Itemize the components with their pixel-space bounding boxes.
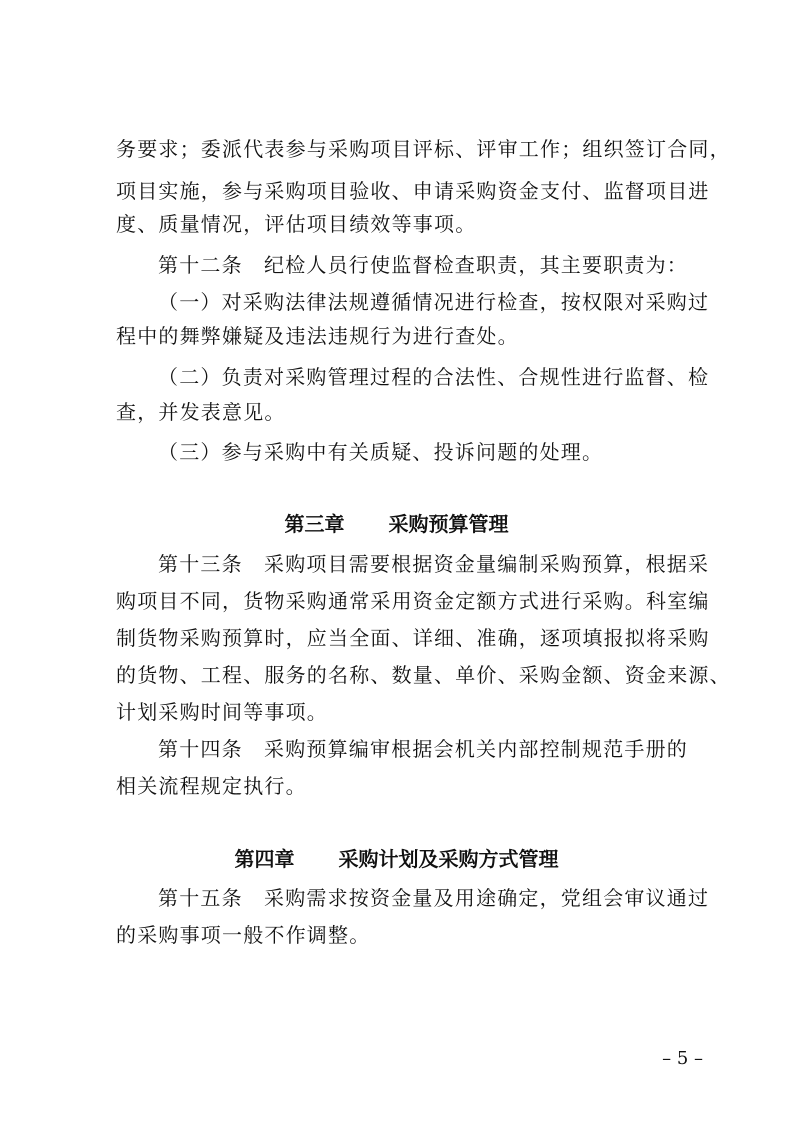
article-13-line: 的货物、工程、服务的名称、数量、单价、采购金额、资金来源、: [116, 663, 731, 687]
article-13-line: 购项目不同，货物采购通常采用资金定额方式进行采购。科室编: [116, 589, 710, 613]
article-13-line: 制货物采购预算时，应当全面、详细、准确，逐项填报拟将采购: [116, 626, 710, 650]
clause-1-line: 程中的舞弊嫌疑及违法违规行为进行查处。: [116, 324, 519, 348]
article-13-line: 第十三条 采购项目需要根据资金量编制采购预算，根据采: [158, 552, 710, 576]
chapter-3-title: 采购预算管理: [388, 512, 509, 536]
article-13-line: 计划采购时间等事项。: [116, 700, 328, 724]
article-15-line: 的采购事项一般不作调整。: [116, 923, 371, 947]
chapter-3-number: 第三章: [284, 512, 345, 536]
article-15-line: 第十五条 采购需求按资金量及用途确定，党组会审议通过: [158, 886, 710, 910]
article-14-line: 相关流程规定执行。: [116, 774, 307, 798]
clause-1-line: （一）对采购法律法规遵循情况进行检查，按权限对采购过: [158, 290, 710, 314]
clause-2-line: 查，并发表意见。: [116, 400, 286, 424]
text-line: 度、质量情况，评估项目绩效等事项。: [116, 212, 477, 236]
clause-3-line: （三）参与采购中有关质疑、投诉问题的处理。: [158, 440, 604, 464]
chapter-3-heading: [0, 510, 793, 538]
page-number: – 5 –: [662, 1048, 703, 1069]
article-12-line: 第十二条 纪检人员行使监督检查职责，其主要职责为：: [158, 253, 688, 277]
chapter-4-title: 采购计划及采购方式管理: [338, 847, 559, 871]
chapter-4-number: 第四章: [234, 847, 295, 871]
text-line: 项目实施，参与采购项目验收、申请采购资金支付、监督项目进: [116, 179, 710, 203]
article-14-line: 第十四条 采购预算编审根据会机关内部控制规范手册的: [158, 737, 688, 761]
text-line: 务要求；委派代表参与采购项目评标、评审工作；组织签订合同，: [116, 137, 731, 161]
clause-2-line: （二）负责对采购管理过程的合法性、合规性进行监督、检: [158, 365, 710, 389]
chapter-4-heading: [0, 845, 793, 873]
